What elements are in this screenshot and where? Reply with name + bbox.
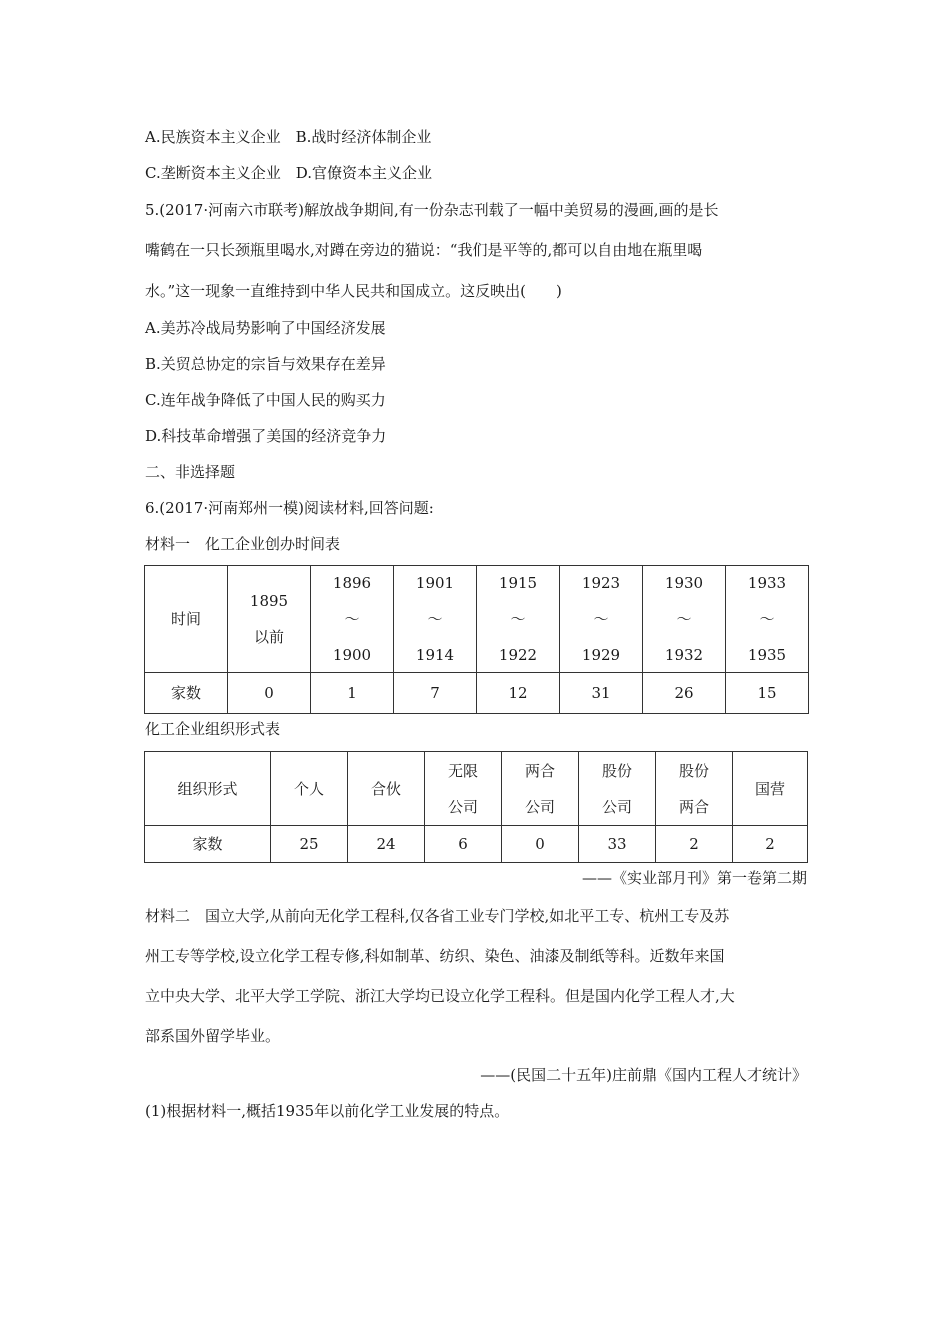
table2-count: 2 xyxy=(733,826,808,863)
table1-period-cell xyxy=(394,566,477,673)
table2-form-cell xyxy=(733,752,808,826)
table1-period-cell xyxy=(560,566,643,673)
table2-form-cell xyxy=(348,752,425,826)
table2-form-text: 无限 xyxy=(447,761,478,780)
table1-period-text: 1935 xyxy=(747,646,787,664)
table1-count: 31 xyxy=(560,673,643,714)
table1-count: 15 xyxy=(726,673,809,714)
table2-count-row xyxy=(145,826,808,863)
organization-form-table xyxy=(144,751,808,863)
q5-stem-line2: 嘴鹤在一只长颈瓶里喝水,对蹲在旁边的猫说：“我们是平等的,都可以自由地在瓶里喝 xyxy=(145,241,703,259)
table1-period-text: 1895 xyxy=(249,592,289,610)
table2-form-text: 公司 xyxy=(524,797,555,816)
table1-period-cell xyxy=(228,566,311,673)
table2-form-text: 公司 xyxy=(601,797,632,816)
table1-period-cell xyxy=(477,566,560,673)
table1-count: 0 xyxy=(228,673,311,714)
q5-option-c: C.连年战争降低了中国人民的购买力 xyxy=(145,391,386,409)
table1-count: 12 xyxy=(477,673,560,714)
table1-row-label: 家数 xyxy=(145,673,228,714)
table1-period-text: ～ xyxy=(759,610,775,628)
table1-header-row xyxy=(145,566,809,673)
table1-period-text: 1896 xyxy=(332,574,372,592)
table1-period-text: 1923 xyxy=(581,574,621,592)
table2-form-cell xyxy=(579,752,656,826)
table2-count: 24 xyxy=(348,826,425,863)
table2-form-cell xyxy=(271,752,348,826)
table2-form-text: 两合 xyxy=(524,761,555,780)
table1-period-text: ～ xyxy=(344,610,360,628)
table1-period-text: 1901 xyxy=(415,574,455,592)
table2-form-cell xyxy=(502,752,579,826)
table2-form-cell xyxy=(425,752,502,826)
q4-options-ab: A.民族资本主义企业 B.战时经济体制企业 xyxy=(145,128,432,146)
table2-form-cell xyxy=(656,752,733,826)
table1-period-text: 1900 xyxy=(332,646,372,664)
table2-form-text: 个人 xyxy=(293,779,324,798)
q6-stem: 6.(2017·河南郑州一模)阅读材料,回答问题: xyxy=(145,499,434,517)
table2-count: 25 xyxy=(271,826,348,863)
table2-count: 0 xyxy=(502,826,579,863)
table1-count: 26 xyxy=(643,673,726,714)
material1-title: 材料一 化工企业创办时间表 xyxy=(145,535,341,553)
table1-period-text: 1914 xyxy=(415,646,455,664)
source-citation-1: ——《实业部月刊》第一卷第二期 xyxy=(581,869,807,887)
table1-header-label: 时间 xyxy=(145,566,228,673)
table1-count: 1 xyxy=(311,673,394,714)
table1-period-text: 1932 xyxy=(664,646,704,664)
founding-time-table xyxy=(144,565,809,714)
table2-form-text: 合伙 xyxy=(370,779,401,798)
q5-stem-line3: 水。”这一现象一直维持到中华人民共和国成立。这反映出( ) xyxy=(145,282,562,300)
table1-count: 7 xyxy=(394,673,477,714)
table1-period-cell xyxy=(643,566,726,673)
q4-options-cd: C.垄断资本主义企业 D.官僚资本主义企业 xyxy=(145,164,432,182)
table2-form-text: 国营 xyxy=(754,779,785,798)
table2-header-label: 组织形式 xyxy=(145,752,271,826)
table1-period-text: 1922 xyxy=(498,646,538,664)
q5-option-d: D.科技革命增强了美国的经济竞争力 xyxy=(145,427,387,445)
table1-period-cell xyxy=(311,566,394,673)
table2-count: 6 xyxy=(425,826,502,863)
table1-count-row xyxy=(145,673,809,714)
table2-count: 2 xyxy=(656,826,733,863)
table2-form-text: 两合 xyxy=(678,797,709,816)
table2-form-text: 公司 xyxy=(447,797,478,816)
table2-header-row xyxy=(145,752,808,826)
q5-stem-line1: 5.(2017·河南六市联考)解放战争期间,有一份杂志刊载了一幅中美贸易的漫画,画的是长 xyxy=(145,201,719,219)
table2-row-label: 家数 xyxy=(145,826,271,863)
table2-count: 33 xyxy=(579,826,656,863)
table1-period-text: 1930 xyxy=(664,574,704,592)
q5-option-b: B.关贸总协定的宗旨与效果存在差异 xyxy=(145,355,386,373)
table2-form-text: 股份 xyxy=(678,761,709,780)
table2-form-text: 股份 xyxy=(601,761,632,780)
source-citation-2: ——(民国二十五年)庄前鼎《国内工程人才统计》 xyxy=(480,1066,807,1084)
section-title: 二、非选择题 xyxy=(145,463,236,481)
sub-question-1: (1)根据材料一,概括1935年以前化学工业发展的特点。 xyxy=(145,1102,510,1120)
table1-period-text: 1915 xyxy=(498,574,538,592)
material2-line4: 部系国外留学毕业。 xyxy=(145,1027,281,1045)
q5-option-a: A.美苏冷战局势影响了中国经济发展 xyxy=(145,319,386,337)
material2-line3: 立中央大学、北平大学工学院、浙江大学均已设立化学工程科。但是国内化学工程人才,大 xyxy=(145,987,735,1005)
table2-title: 化工企业组织形式表 xyxy=(145,720,281,738)
table1-period-text: ～ xyxy=(593,610,609,628)
table1-period-cell xyxy=(726,566,809,673)
table1-period-text: 1933 xyxy=(747,574,787,592)
table1-period-text: ～ xyxy=(427,610,443,628)
table1-period-text: ～ xyxy=(676,610,692,628)
table1-period-text: ～ xyxy=(510,610,526,628)
table1-period-text: 1929 xyxy=(581,646,621,664)
table1-period-text: 以前 xyxy=(253,628,284,646)
material2-line1: 材料二 国立大学,从前向无化学工程科,仅各省工业专门学校,如北平工专、杭州工专及苏 xyxy=(145,907,730,925)
material2-line2: 州工专等学校,设立化学工程专修,科如制革、纺织、染色、油漆及制纸等科。近数年来国 xyxy=(145,947,725,965)
